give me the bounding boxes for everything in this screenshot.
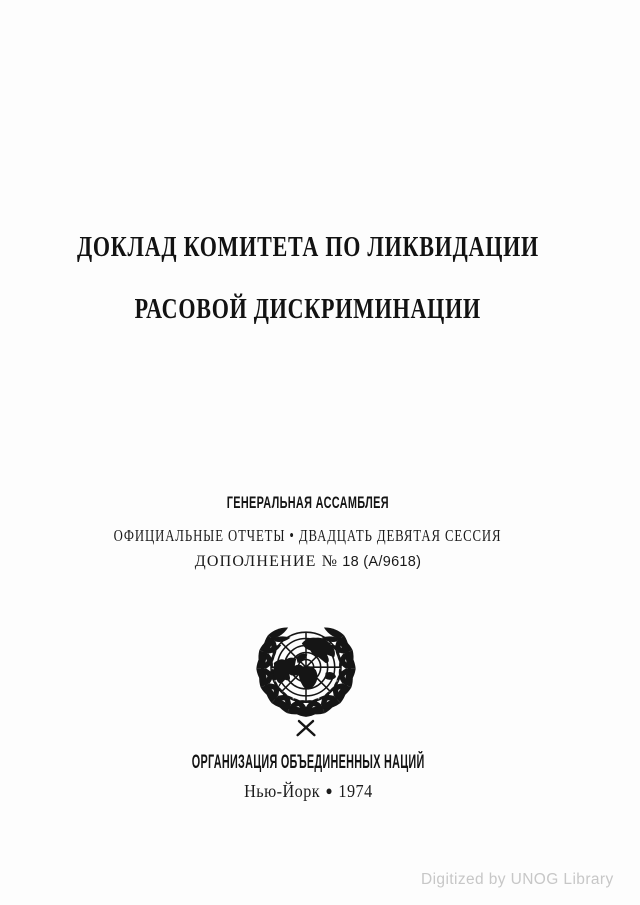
imprint-separator-dot: ● [325, 783, 333, 798]
official-records-line [0, 527, 616, 545]
imprint-city: Нью-Йорк [243, 781, 320, 801]
imprint-year: 1974 [338, 781, 373, 801]
official-records-line-text: ОФИЦИАЛЬНЫЕ ОТЧЕТЫ • ДВАДЦАТЬ ДЕВЯТАЯ СЕССИЯ [114, 526, 502, 545]
digitization-watermark: Digitized by UNOG Library [421, 871, 614, 888]
report-title-line-1-text: ДОКЛАД КОМИТЕТА ПО ЛИКВИДАЦИИ [76, 231, 539, 263]
supplement-number: 18 (А/9618) [342, 554, 422, 570]
supplement-label: ДОПОЛНЕНИЕ № [194, 553, 339, 570]
general-assembly-heading [0, 495, 616, 512]
imprint-content [244, 782, 372, 802]
report-title-line-1 [0, 233, 616, 262]
general-assembly-heading-text: ГЕНЕРАЛЬНАЯ АССАМБЛЕЯ [226, 494, 390, 512]
imprint-line [0, 782, 616, 802]
organization-line-text: ОРГАНИЗАЦИЯ ОБЪЕДИНЕННЫХ НАЦИЙ [191, 752, 425, 773]
un-emblem-icon [229, 614, 383, 740]
report-title-line-2 [0, 295, 616, 324]
wreath-crossed-stems [298, 721, 315, 735]
supplement-line [0, 553, 616, 571]
report-title-line-2-text: РАСОВОЙ ДИСКРИМИНАЦИИ [134, 293, 482, 325]
organization-line [0, 753, 616, 772]
